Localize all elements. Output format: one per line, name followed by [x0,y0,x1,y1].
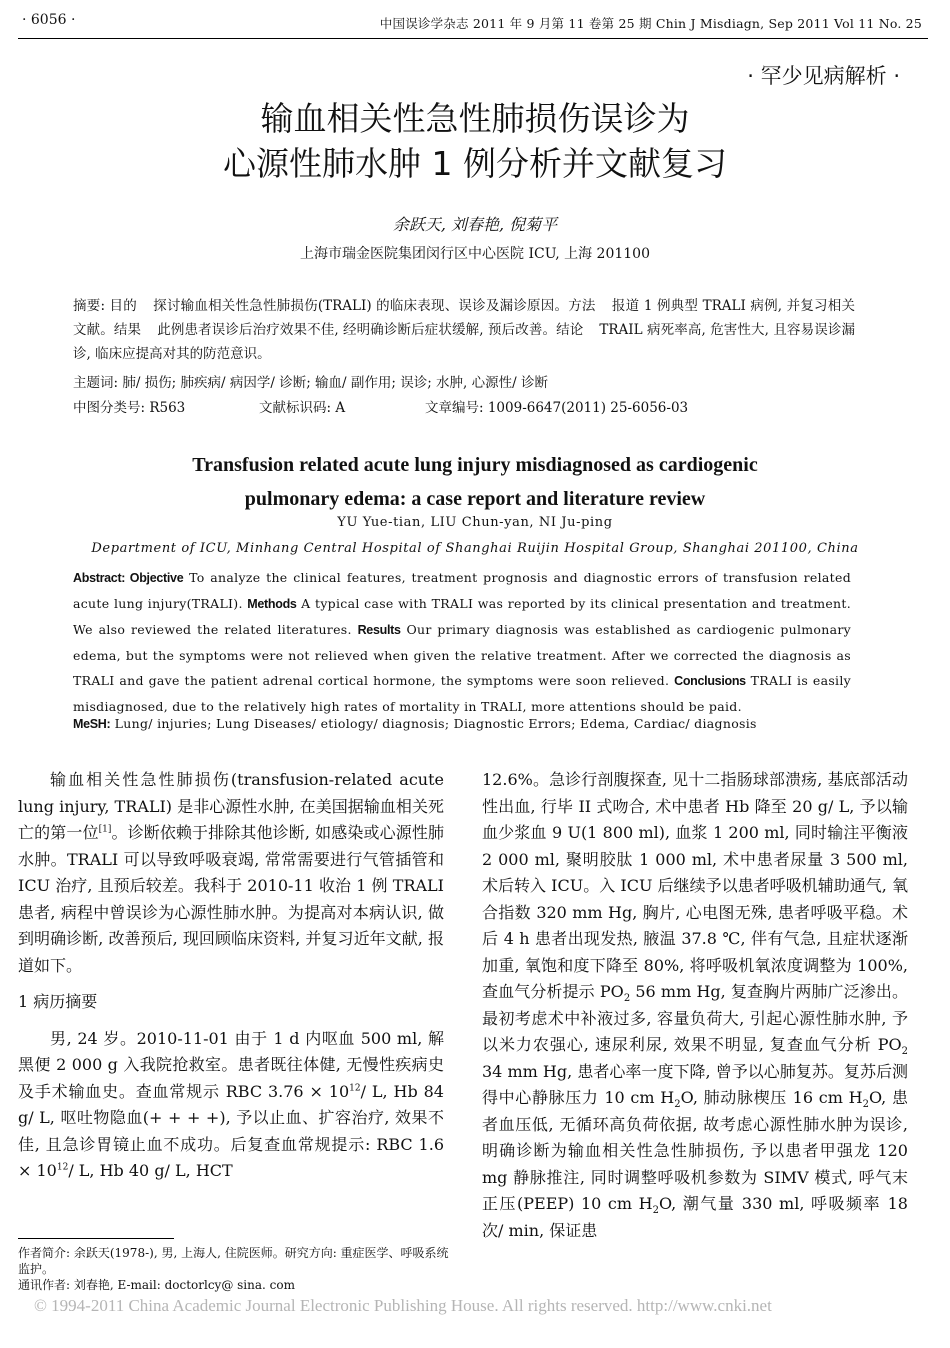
clc-number: 中图分类号: R563 [73,400,186,416]
abstract-en [73,565,851,719]
column-tag: · 罕少见病解析 · [747,64,900,88]
keywords-cn: 主题词: 肺/ 损伤; 肺疾病/ 病因学/ 诊断; 输血/ 副作用; 误诊; 水肿, 心源性/ 诊断 [73,375,548,391]
abstract-en-results: Our primary diagnosis was established as cardiogenic pulmonary edema, but the symptoms were not relieved when given the relative treatment. After we corrected the diagnosis as TRALI and gave the patient adrenal cortical hormone, the symptoms were soon relieved. [73,622,851,688]
page-number: · 6056 · [22,12,76,28]
mesh-terms [73,716,851,731]
title-en-line2: pulmonary edema: a case report and literature review [244,488,706,510]
abstract-en-conclusions-label: Conclusions [674,674,746,688]
abstract-cn-conclusion: TRAIL 病死率高, 危害性大, 且容易误诊漏诊, 临床应提高对其的防范意识。 [73,322,856,362]
abstract-en-methods: A typical case with TRALI was reported by its clinical presentation and treatment. We also reviewed the related literatures. [73,596,852,637]
abstract-en-results-label: Results [357,623,401,637]
case-continued-paragraph: 12.6%。急诊行剖腹探查, 见十二指肠球部溃疡, 基底部活动性出血, 行毕 II 式吻合, 术中患者 Hb 降至 20 g/ L, 予以输血少浆血 9 U(1 800 ml), 血浆 1 200 ml, 同时输注平衡液 2 000 ml, 聚明胶肽 1 000 ml, 术中患者尿量 3 500 ml, 术后转入 ICU。入 ICU 后继续予以患者呼吸机辅助通气, 氧合指数 320 mm Hg, 胸片, 心电图无殊, 患者呼吸平稳。术后 4 h 患者出现发热, 腋温 37.8 ℃, 伴有气急, 且症状逐渐加重, 氧饱和度下降至 80%, 将呼吸机氧浓度调整为 100%, 查血气分析提示 $PO_2$ 56 mm Hg, 复查胸片两肺广泛渗出。最初考虑术中补液过多, 容量负荷大, 引起心源性肺水肿, 予以米力农强心, 速尿利尿, 效果不明显, 复查血气分析 $PO_2$ 34 mm Hg, 患者心率一度下降, 曾予以心肺复苏。复苏后测得中心静脉压力 10 cm $H_2O$, 肺动脉楔压 16 cm $H_2O$, 患者血压低, 无循环高负荷依据, 故考虑心源性肺水肿为误诊, 明确诊断为输血相关性急性肺损伤, 予以患者甲强龙 120 mg 静脉推注, 同时调整呼吸机参数为 SIMV 模式, 呼气末正压(PEEP) 10 cm $H_2O$, 潮气量 330 ml, 呼吸频率 18 次/ min, 保证患 [482,770,908,1240]
abstract-en-conclusions: TRALI is easily misdiagnosed, due to the relatively high rates of mortality in TRALI, more attentions should be paid. [73,673,851,714]
article-number: 文章编号: 1009-6647(2011) 25-6056-03 [425,400,689,416]
abstract-en-objective: To analyze the clinical features, treatment prognosis and diagnostic errors of transfusion related acute lung injury(TRALI). [73,570,852,611]
title-en-line1: Transfusion related acute lung injury misdiagnosed as cardiogenic [192,454,758,476]
abstract-cn-methods: 报道 1 例典型 TRALI 病例, 并复习相关文献。结果 [73,298,855,338]
copyright-watermark: © 1994-2011 China Academic Journal Electronic Publishing House. All rights reserved. http://www.cnki.net [34,1296,772,1315]
section-heading: 1 病历摘要 [18,992,98,1011]
footnote [18,1245,458,1293]
title-cn-line2: 心源性肺水肿 1 例分析并文献复习 [223,144,727,183]
body-right-column [482,767,908,1244]
case-paragraph: 男, 24 岁。2010-11-01 由于 1 d 内呕血 500 ml, 解黑便 2 000 g 入我院抢救室。患者既往体健, 无慢性疾病史及手术输血史。查血常规示 RBC $3.76 \times 10^{12}/$ L, Hb 84 g/ L, 呕吐物隐血(+ + + +), 予以止血、扩容治疗, 效果不佳, 且急诊胃镜止血不成功。后复查血常规提示: RBC $1.6 \times 10^{12}/$ L, Hb 40 g/ L, HCT [18,1028,444,1180]
body-left-column [18,767,444,1185]
document-code: 文献标识码: A [259,400,346,416]
abstract-cn [73,294,855,366]
abstract-cn-objective: 探讨输血相关性急性肺损伤(TRALI) 的临床表现、误诊及漏诊原因。方法 [152,298,596,314]
header-rule [18,38,928,39]
author-intro: 作者简介: 余跃天(1978-), 男, 上海人, 住院医师。研究方向: 重症医学、呼吸系统监护。 [18,1246,449,1276]
authors-en: YU Yue-tian, LIU Chun-yan, NI Ju-ping [337,515,613,530]
abstract-cn-results: 此例患者误诊后治疗效果不佳, 经明确诊断后症状缓解, 预后改善。结论 [157,322,584,338]
mesh-label: MeSH: [73,717,111,731]
affiliation-cn: 上海市瑞金医院集团闵行区中心医院 ICU, 上海 201100 [300,246,650,262]
mesh-text: Lung/ injuries; Lung Diseases/ etiology/ diagnosis; Diagnostic Errors; Edema, Cardiac/ diagnosis [110,716,757,731]
reference-1[interactable]: [1] [98,824,112,835]
journal-header: 中国误诊学杂志 2011 年 9 月第 11 卷第 25 期 Chin J Misdiagn, Sep 2011 Vol 11 No. 25 [379,16,922,31]
intro-paragraph: 输血相关性急性肺损伤(transfusion-related acute lung injury, TRALI) 是非心源性水肿, 在美国据输血相关死亡的第一位[1]。诊断依赖于排除其他诊断, 如感染或心源性肺水肿。TRALI 可以导致呼吸衰竭, 常常需要进行气管插管和 ICU 治疗, 且预后较差。我科于 2010-11 收治 1 例 TRALI 患者, 病程中曾误诊为心源性肺水肿。为提高对本病认识, 做到明确诊断, 改善预后, 现回顾临床资料, 并复习近年文献, 报道如下。 [18,770,444,975]
title-cn-line1: 输血相关性急性肺损伤误诊为 [260,99,690,138]
abstract-en-objective-label: Abstract: Objective [73,571,184,585]
footnote-rule [18,1238,174,1239]
affiliation-en: Department of ICU, Minhang Central Hospital of Shanghai Ruijin Hospital Group, Shanghai 201100, China [91,541,859,556]
authors-cn: 余跃天, 刘春艳, 倪菊平 [392,215,558,234]
corresponding-author: 通讯作者: 刘春艳, E-mail: doctorlcy@ sina. com [18,1278,295,1292]
abstract-en-methods-label: Methods [247,597,297,611]
abstract-cn-objective-label: 摘要: 目的 [73,298,137,314]
